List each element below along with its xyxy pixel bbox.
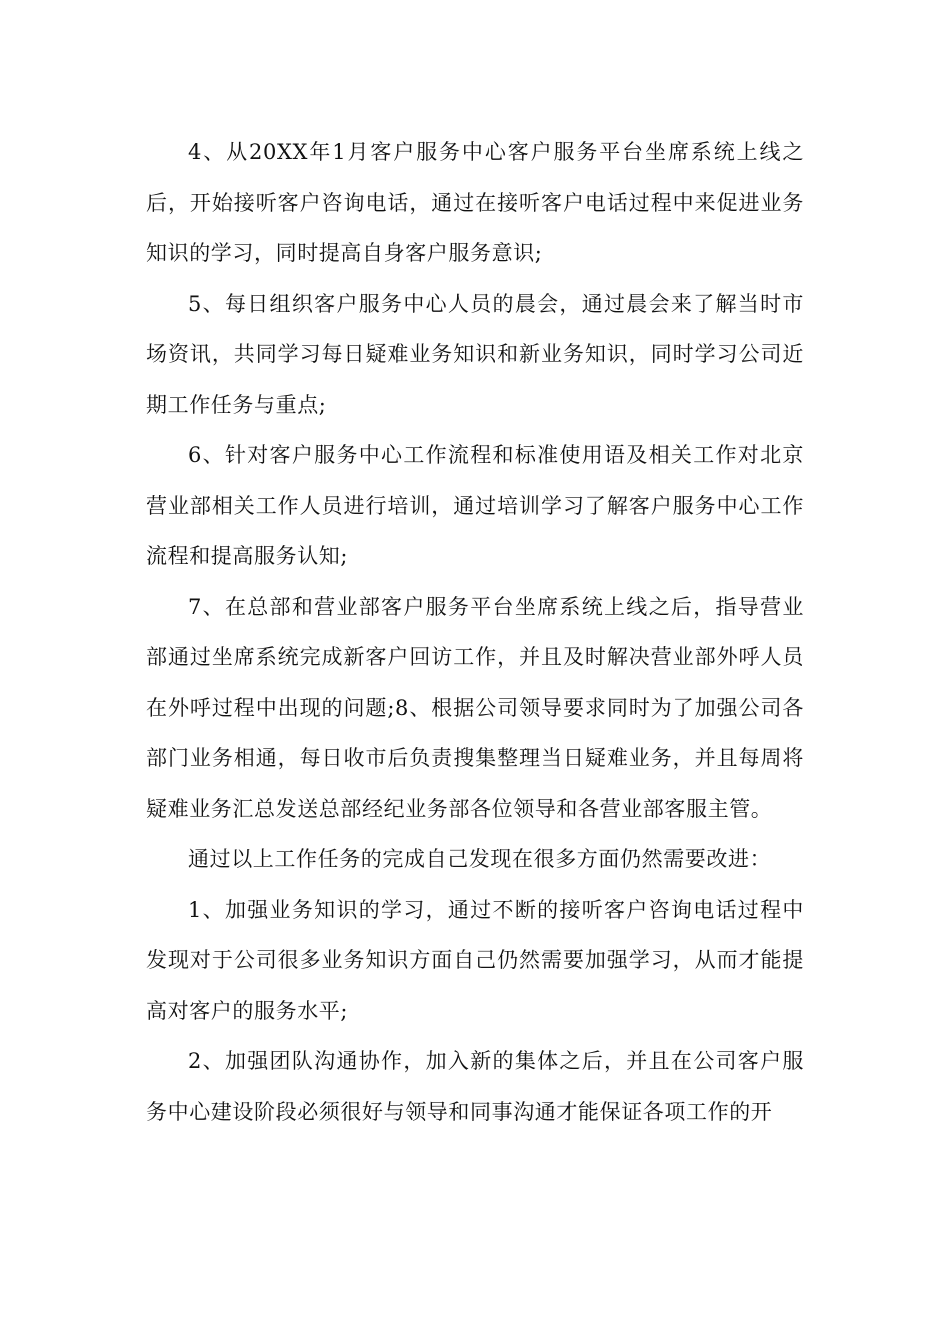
paragraph-improvement-2: 2、加强团队沟通协作，加入新的集体之后，并且在公司客户服务中心建设阶段必须很好与领导和同事沟通才能保证各项工作的开 [146,1049,804,1124]
paragraph-item-7-8: 7、在总部和营业部客户服务平台坐席系统上线之后，指导营业部通过坐席系统完成新客户回访工作，并且及时解决营业部外呼人员在外呼过程中出现的问题;8、根据公司领导要求同时为了加强公司各部门业务相通，每日收市后负责搜集整理当日疑难业务，并且每周将疑难业务汇总发送总部经纪业务部各位领导和各营业部客服主管。 [146,594,804,821]
paragraph-improvement-1: 1、加强业务知识的学习，通过不断的接听客户咨询电话过程中发现对于公司很多业务知识方面自己仍然需要加强学习，从而才能提高对客户的服务水平; [146,897,804,1023]
document-body [146,127,804,1137]
paragraph-item-6: 6、针对客户服务中心工作流程和标准使用语及相关工作对北京营业部相关工作人员进行培训，通过培训学习了解客户服务中心工作流程和提高服务认知; [146,443,804,568]
paragraph-item-5: 5、每日组织客户服务中心人员的晨会，通过晨会来了解当时市场资讯，共同学习每日疑难业务知识和新业务知识，同时学习公司近期工作任务与重点; [146,291,804,417]
paragraph-item-4: 4、从20XX年1月客户服务中心客户服务平台坐席系统上线之后，开始接听客户咨询电话，通过在接听客户电话过程中来促进业务知识的学习，同时提高自身客户服务意识; [146,140,804,265]
paragraph-improvement-intro: 通过以上工作任务的完成自己发现在很多方面仍然需要改进： [188,847,772,871]
